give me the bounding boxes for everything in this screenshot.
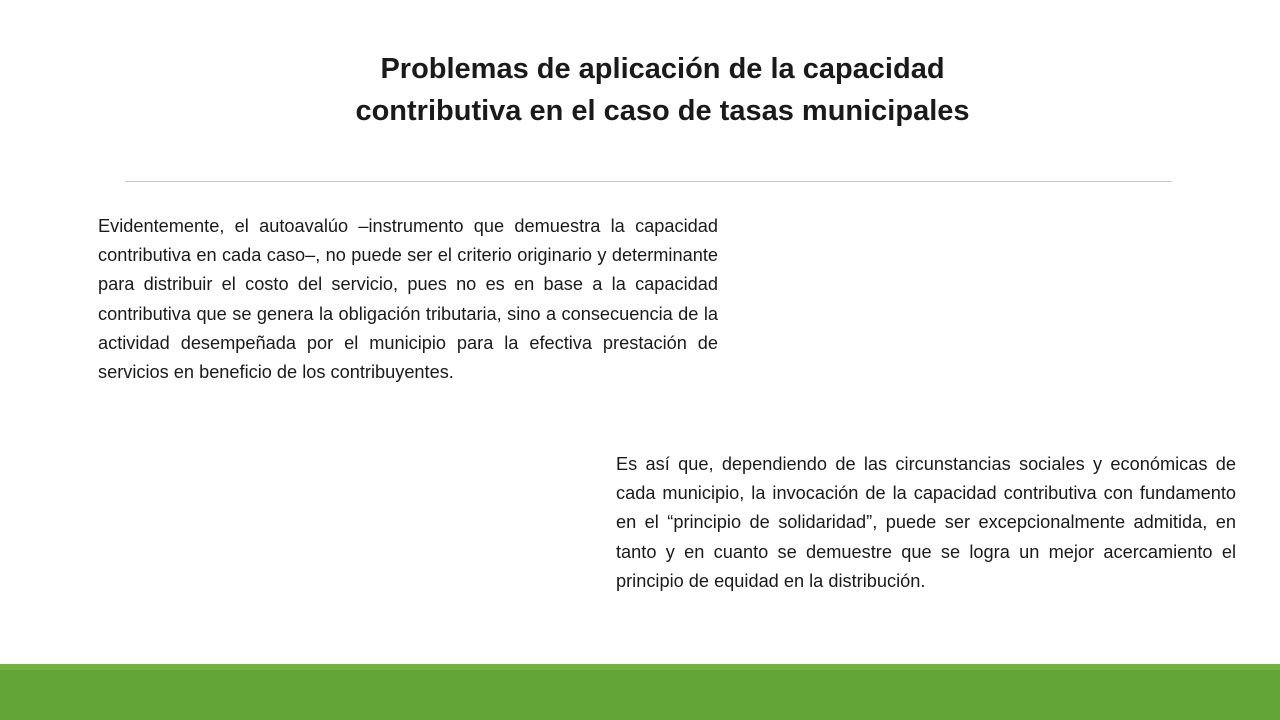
paragraph-solidaridad: Es así que, dependiendo de las circunstancias sociales y económicas de cada municipio, la invocación de la capacidad contributiva con fundamento en el “principio de solidaridad”, puede ser excepcionalmente admitida, en tanto y en cuanto se demuestre que se logra un mejor acercamiento el principio de equidad en la distribución. <box>616 454 1236 591</box>
footer-bar-highlight <box>0 664 1280 670</box>
slide-title-line-1: Problemas de aplicación de la capacidad <box>380 53 945 85</box>
paragraph-autoavaluo: Evidentemente, el autoavalúo –instrumento que demuestra la capacidad contributiva en cada caso–, no puede ser el criterio originario y determinante para distribuir el costo del servicio, pues no es en base a la capacidad contributiva que se genera la obligación tributaria, sino a consecuencia de la actividad desempeñada por el municipio para la efectiva prestación de servicios en beneficio de los contribuyentes. <box>98 216 718 383</box>
slide-title-line-2: contributiva en el caso de tasas municipales <box>355 95 970 127</box>
slide-title <box>200 48 1125 132</box>
footer-accent-bar <box>0 664 1280 720</box>
title-divider <box>125 181 1172 182</box>
